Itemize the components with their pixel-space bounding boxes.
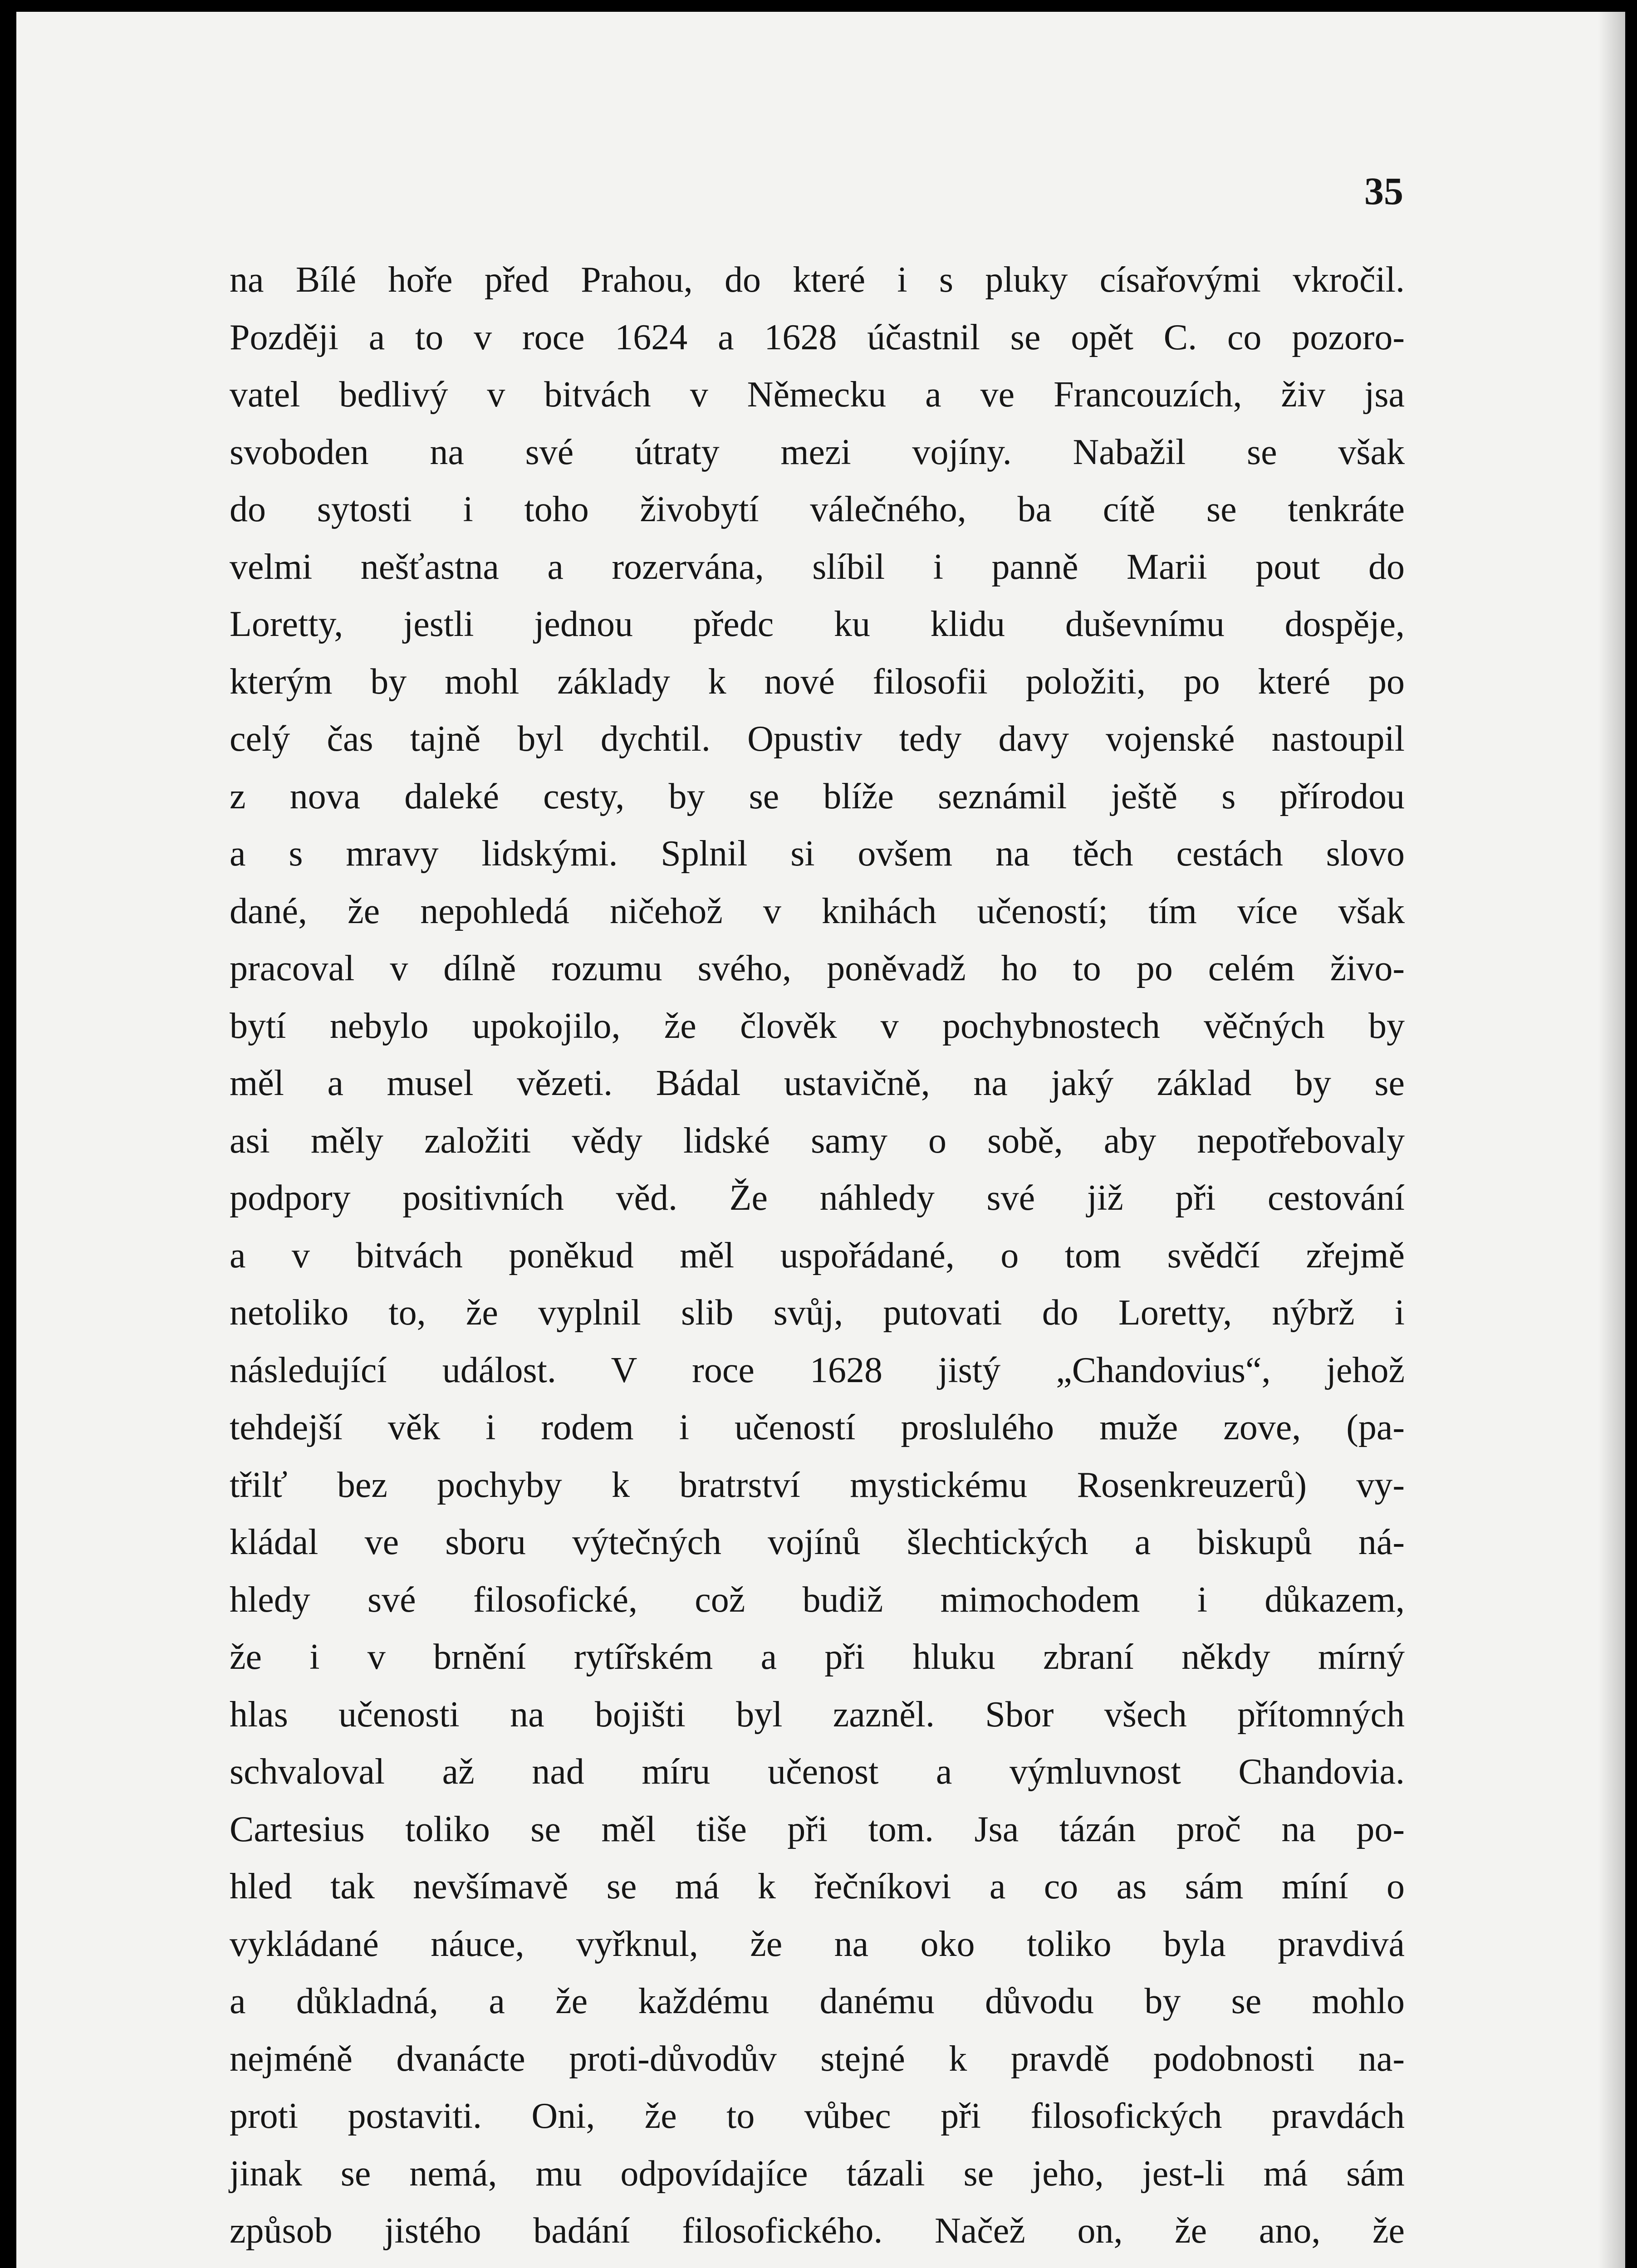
text-line: kterým by mohl základy k nové filosofii položiti, po které po [230,661,1405,702]
text-line: svoboden na své útraty mezi vojíny. Nabažil se však [230,432,1405,472]
text-line: bytí nebylo upokojilo, že člověk v pochybnostech věčných by [230,1006,1405,1046]
text-line: jinak se nemá, mu odpovídajíce tázali se jeho, jest-li má sám [230,2153,1405,2194]
text-line: proti postaviti. Oni, že to vůbec při filosofických pravdách [230,2096,1405,2136]
text-line: způsob jistého badání filosofického. Načež on, že ano, že [230,2211,1405,2251]
text-line: vatel bedlivý v bitvách v Německu a ve Francouzích, živ jsa [230,375,1405,415]
text-line: hledy své filosofické, což budiž mimochodem i důkazem, [230,1579,1405,1620]
text-line: pracoval v dílně rozumu svého, poněvadž ho to po celém živo- [230,948,1405,988]
text-line: Cartesius toliko se měl tiše při tom. Jsa tázán proč na po- [230,1809,1405,1849]
text-line: asi měly založiti vědy lidské samy o sobě, aby nepotřebovaly [230,1120,1405,1161]
text-line [230,2260,1405,2268]
text-line: vykládané náuce, vyřknul, že na oko toliko byla pravdivá [230,1924,1405,1964]
text-line: celý čas tajně byl dychtil. Opustiv tedy davy vojenské nastoupil [230,719,1405,759]
body-text [230,251,1405,2268]
text-line: do sytosti i toho živobytí válečného, ba cítě se tenkráte [230,489,1405,529]
text-line: Později a to v roce 1624 a 1628 účastnil se opět C. co pozoro- [230,317,1405,357]
text-line: z nova daleké cesty, by se blíže seznámil ještě s přírodou [230,776,1405,816]
text-line: schvaloval až nad míru učenost a výmluvnost Chandovia. [230,1752,1405,1792]
text-line: a s mravy lidskými. Splnil si ovšem na těch cestách slovo [230,834,1405,874]
text-line: tehdejší věk i rodem i učeností proslulého muže zove, (pa- [230,1408,1405,1447]
text-line: netoliko to, že vyplnil slib svůj, putovati do Loretty, nýbrž i [230,1293,1405,1333]
text-line: a v bitvách poněkud měl uspořádané, o tom svědčí zřejmě [230,1235,1405,1276]
text-line: třilť bez pochyby k bratrství mystickému Rosenkreuzerů) vy- [230,1465,1405,1505]
text-line: hled tak nevšímavě se má k řečníkovi a co as sám míní o [230,1867,1405,1906]
text-line: podpory positivních věd. Že náhledy své již při cestování [230,1178,1405,1218]
page-edge-shadow [1598,12,1625,2268]
text-line: že i v brnění rytířském a při hluku zbraní někdy mírný [230,1637,1405,1677]
text-line: následující událost. V roce 1628 jistý „Chandovius“, jehož [230,1350,1405,1390]
text-line: na Bílé hoře před Prahou, do které i s pluky císařovými vkročil. [230,260,1405,300]
text-line: hlas učenosti na bojišti byl zazněl. Sbor všech přítomných [230,1694,1405,1735]
text-line: kládal ve sboru výtečných vojínů šlechtických a biskupů ná- [230,1522,1405,1562]
book-page [16,12,1625,2268]
text-line: a důkladná, a že každému danému důvodu by se mohlo [230,1981,1405,2021]
text-line: dané, že nepohledá ničehož v knihách učeností; tím více však [230,891,1405,931]
text-line: velmi nešťastna a rozervána, slíbil i panně Marii pout do [230,547,1405,587]
text-line: měl a musel vězeti. Bádal ustavičně, na jaký základ by se [230,1063,1405,1103]
text-line: Loretty, jestli jednou předc ku klidu duševnímu dospěje, [230,604,1405,644]
page-number: 35 [1364,169,1403,213]
text-line: nejméně dvanácte proti-důvodův stejné k pravdě podobnosti na- [230,2038,1405,2079]
